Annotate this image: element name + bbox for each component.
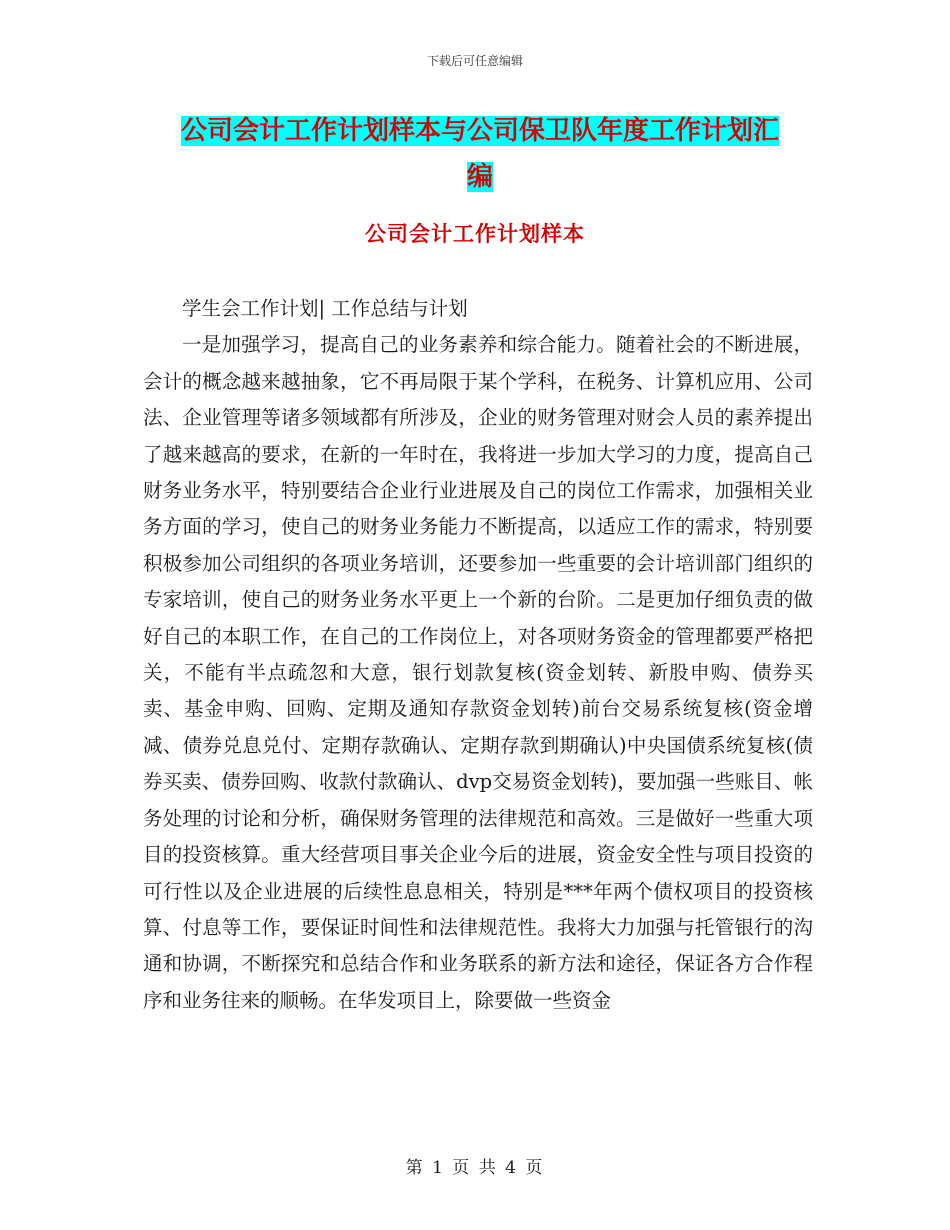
section-title: 公司会计工作计划样本 <box>365 222 585 246</box>
title-line-1: 公司会计工作计划样本与公司保卫队年度工作计划汇 <box>180 116 779 146</box>
page-number: 第 1 页 共 4 页 <box>405 1158 545 1178</box>
paragraph-subtitle: 学生会工作计划| 工作总结与计划 <box>182 297 468 320</box>
document-title <box>150 108 810 200</box>
header-note: 下载后可任意编辑 <box>426 54 523 68</box>
body-text <box>143 291 813 1019</box>
title-line-2: 编 <box>466 162 493 192</box>
paragraph-main: 一是加强学习，提高自己的业务素养和综合能力。随着社会的不断进展，会计的概念越来越抽象，它不再局限于某个学科，在税务、计算机应用、公司法、企业管理等诸多领域都有所涉及，企业的财务管理对财会人员的素养提出了越来越高的要求，在新的一年时在，我将进一步加大学习的力度，提高自己财务业务水平，特别要结合企业行业进展及自己的岗位工作需求，加强相关业务方面的学习，使自己的财务业务能力不断提高，以适应工作的需求，特别要积极参加公司组织的各项业务培训，还要参加一些重要的会计培训部门组织的专家培训，使自己的财务业务水平更上一个新的台阶。二是更加仔细负责的做好自己的本职工作，在自己的工作岗位上，对各项财务资金的管理都要严格把关，不能有半点疏忽和大意，银行划款复核(资金划转、新股申购、债券买卖、基金申购、回购、定期及通知存款资金划转)前台交易系统复核(资金增减、债券兑息兑付、定期存款确认、定期存款到期确认)中央国债系统复核(债券买卖、债券回购、收款付款确认、dvp交易资金划转)，要加强一些账目、帐务处理的讨论和分析，确保财务管理的法律规范和高效。三是做好一些重大项目的投资核算。重大经营项目事关企业今后的进展，资金安全性与项目投资的可行性以及企业进展的后续性息息相关，特别是***年两个债权项目的投资核算、付息等工作，要保证时间性和法律规范性。我将大力加强与托管银行的沟通和协调，不断探究和总结合作和业务联系的新方法和途径，保证各方合作程序和业务往来的顺畅。在华发项目上，除要做一些资金 <box>143 333 813 1012</box>
